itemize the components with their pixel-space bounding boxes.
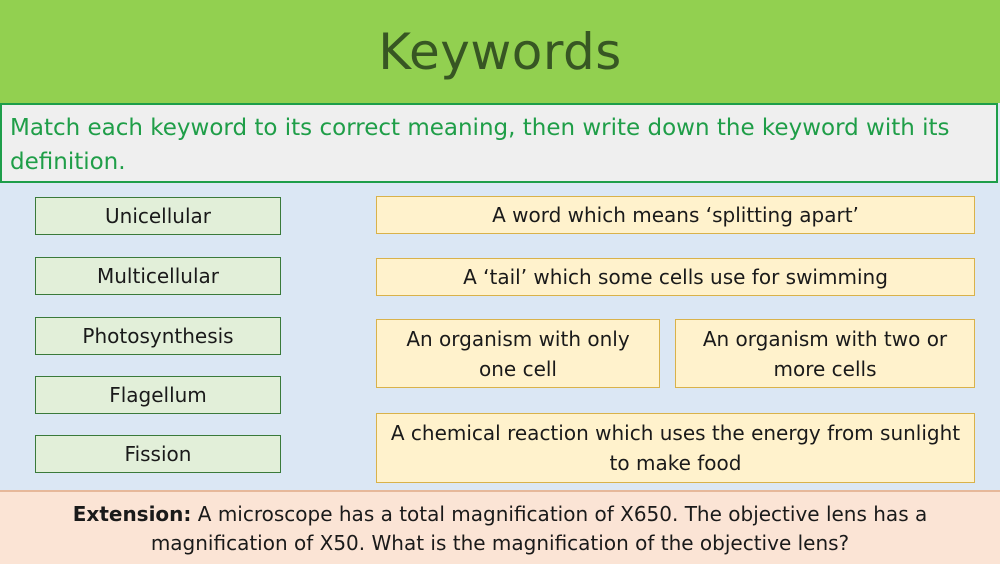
extension-label: Extension: [72,502,192,526]
page-title: Keywords [378,22,622,81]
keyword-fission[interactable]: Fission [35,435,281,473]
definition-one-cell[interactable]: An organism with only one cell [376,319,660,388]
keyword-multicellular[interactable]: Multicellular [35,257,281,295]
title-bar [0,0,1000,103]
definition-two-or-more-cells[interactable]: An organism with two or more cells [675,319,975,388]
definition-tail-swimming[interactable]: A ‘tail’ which some cells use for swimming [376,258,975,296]
extension-text: A microscope has a total magnification of X650. The objective lens has a magnification of X50. What is the magnification of the objective lens? [150,502,928,555]
extension-box [0,490,1000,564]
definition-splitting-apart[interactable]: A word which means ‘splitting apart’ [376,196,975,234]
instructions-box: Match each keyword to its correct meaning, then write down the keyword with its definition. [0,103,998,183]
keyword-unicellular[interactable]: Unicellular [35,197,281,235]
keyword-flagellum[interactable]: Flagellum [35,376,281,414]
definition-sunlight-food[interactable]: A chemical reaction which uses the energy from sunlight to make food [376,413,975,483]
matching-area [0,183,1000,490]
keyword-photosynthesis[interactable]: Photosynthesis [35,317,281,355]
